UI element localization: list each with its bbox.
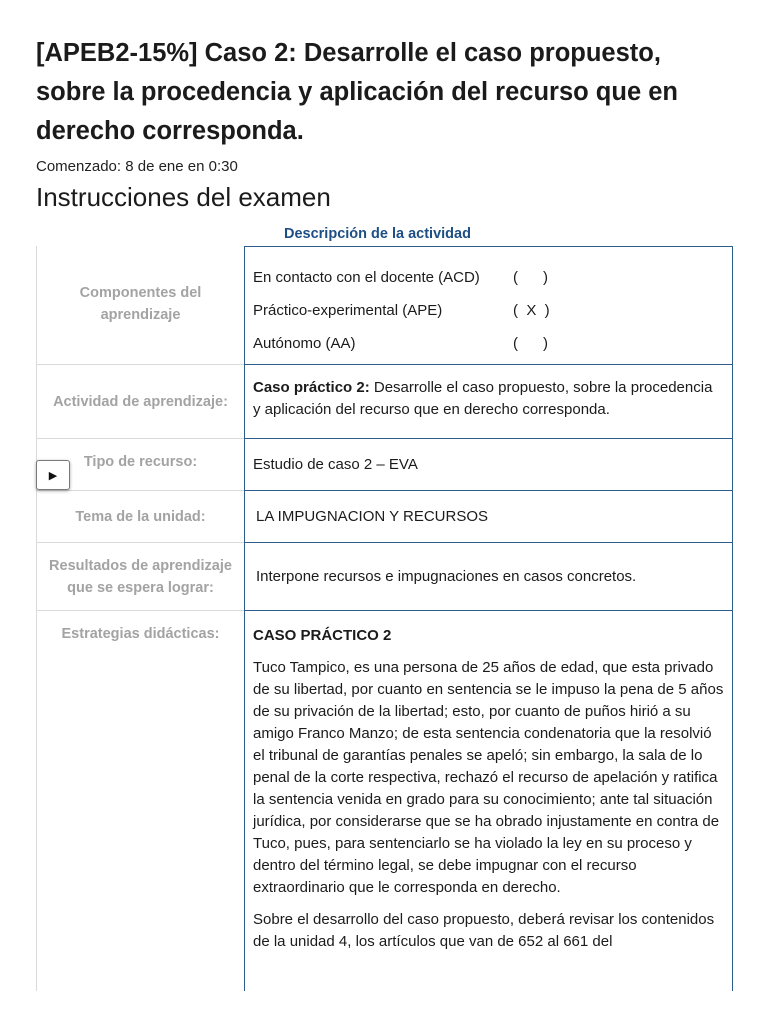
case-paragraph: Sobre el desarrollo del caso propuesto, deberá revisar los contenidos de la unidad 4, los artículos que van de 652 al 661 del (253, 911, 715, 950)
instructions-heading: Instrucciones del examen (36, 182, 331, 212)
play-icon: ▶ (48, 469, 58, 482)
table-row-resource-type (36, 439, 733, 491)
components-label: Componentes del aprendizaje (36, 246, 244, 365)
table-row-components (36, 246, 733, 365)
component-item-aa (253, 327, 724, 360)
table-caption: Descripción de la actividad (284, 226, 471, 242)
play-button[interactable] (36, 460, 70, 490)
strategies-cell (244, 611, 733, 991)
component-mark: ( ) (513, 268, 548, 286)
strategies-label: Estrategias didácticas: (36, 611, 244, 991)
started-timestamp: Comenzado: 8 de ene en 0:30 (36, 158, 238, 175)
component-name: Autónomo (AA) (253, 334, 356, 352)
unit-topic-label: Tema de la unidad: (36, 491, 244, 543)
component-mark: ( ) (513, 334, 548, 352)
expected-results-value: Interpone recursos e impugnaciones en casos concretos. (244, 543, 733, 611)
case-heading: CASO PRÁCTICO 2 (253, 627, 392, 644)
table-row-strategies (36, 611, 733, 991)
activity-cell (244, 365, 733, 439)
table-row-expected-results (36, 543, 733, 611)
case-paragraph: Tuco Tampico, es una persona de 25 años de edad, que esta privado de su libertad, por cuanto en sentencia se le impuso la pena de 5 años de su privación de la libertad; esto, por cuanto de puños hirió a su amigo Franco Manzo; de esta sentencia condenatoria que la resolvió el tribunal de garantías penales se apeló; sin embargo, la sala de lo penal de la corte respectiva, rechazó el recurso de apelación y ratifica la sentencia venida en grado para su conocimiento; ante tal situación jurídica, por considerarse que se ha obrado injustamente en contra de Tuco, pues, para sentenciarlo se ha violado la ley en su proceso y dentro del término legal, se debe impugnar con el recurso extraordinario que le corresponda en derecho. (253, 659, 724, 896)
components-cell (244, 246, 733, 365)
activity-description-table (36, 246, 733, 991)
expected-results-label: Resultados de aprendizaje que se espera lograr: (36, 543, 244, 611)
component-item-acd (253, 261, 724, 294)
activity-text: Desarrolle el caso propuesto, sobre la procedencia y aplicación del recurso que en derecho corresponda. (253, 379, 713, 418)
component-mark: ( X ) (513, 301, 550, 319)
component-item-ape (253, 294, 724, 327)
unit-topic-value: LA IMPUGNACION Y RECURSOS (244, 491, 733, 543)
component-name: En contacto con el docente (ACD) (253, 268, 480, 286)
activity-label: Actividad de aprendizaje: (36, 365, 244, 439)
component-name: Práctico-experimental (APE) (253, 301, 443, 319)
page-title: [APEB2-15%] Caso 2: Desarrolle el caso propuesto, sobre la procedencia y aplicación del recurso que en derecho corresponda. (36, 39, 678, 145)
activity-bold-prefix: Caso práctico 2: (253, 379, 370, 396)
table-row-activity (36, 365, 733, 439)
resource-type-value: Estudio de caso 2 – EVA (244, 439, 733, 491)
table-row-unit-topic (36, 491, 733, 543)
resource-type-label: Tipo de recurso: (36, 439, 244, 491)
